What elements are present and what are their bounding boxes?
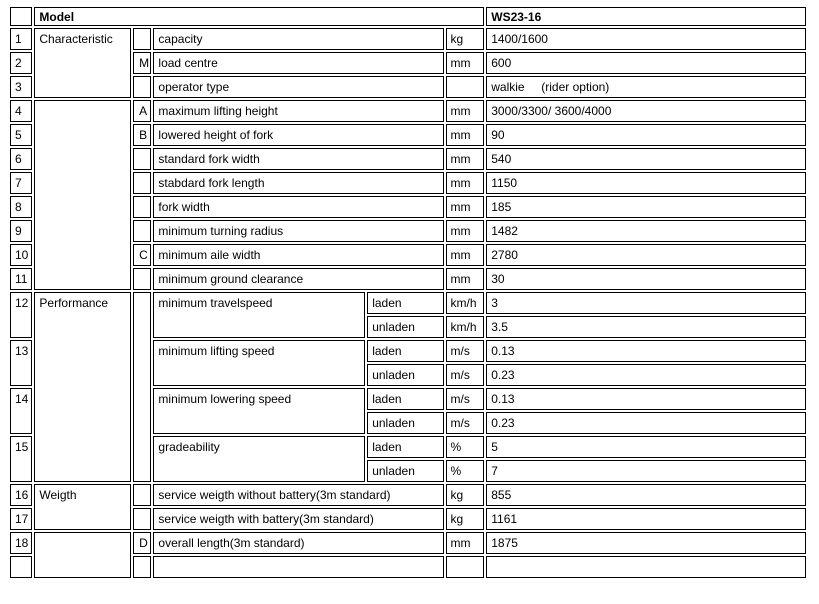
unit: m/s	[446, 412, 485, 434]
unit: kg	[446, 28, 485, 50]
parameter-name: fork width	[153, 196, 443, 218]
row-number: 1	[10, 28, 32, 50]
value: 30	[486, 268, 806, 290]
group-weight: Weigth	[34, 484, 131, 530]
unit: kg	[446, 508, 485, 530]
parameter-name: maximum lifting height	[153, 100, 443, 122]
table-row	[10, 292, 806, 314]
value: 7	[486, 460, 806, 482]
value	[486, 556, 806, 578]
dimension-mark	[133, 76, 151, 98]
unit	[446, 76, 485, 98]
value: 1400/1600	[486, 28, 806, 50]
header-row	[10, 7, 806, 26]
unit: mm	[446, 532, 485, 554]
table-row	[10, 100, 806, 122]
unit: mm	[446, 244, 485, 266]
row-number: 9	[10, 220, 32, 242]
unit: mm	[446, 148, 485, 170]
row-number: 2	[10, 52, 32, 74]
unit: km/h	[446, 316, 485, 338]
row-number: 12	[10, 292, 32, 338]
dimension-mark: D	[133, 532, 151, 554]
parameter-name: standard fork width	[153, 148, 443, 170]
row-number: 17	[10, 508, 32, 530]
unit: mm	[446, 52, 485, 74]
parameter-name: load centre	[153, 52, 443, 74]
parameter-name: capacity	[153, 28, 443, 50]
parameter-name: operator type	[153, 76, 443, 98]
parameter-name: minimum ground clearance	[153, 268, 443, 290]
model-value: WS23-16	[486, 7, 806, 26]
dimension-mark	[133, 484, 151, 506]
row-number: 13	[10, 340, 32, 386]
dimension-mark	[133, 220, 151, 242]
dimension-mark	[133, 268, 151, 290]
parameter-name: minimum turning radius	[153, 220, 443, 242]
value: 600	[486, 52, 806, 74]
value: 5	[486, 436, 806, 458]
value: 0.13	[486, 340, 806, 362]
parameter-name: overall length(3m standard)	[153, 532, 443, 554]
dimension-mark	[133, 28, 151, 50]
parameter-name: service weigth with battery(3m standard)	[153, 508, 443, 530]
dimension-mark	[133, 292, 151, 482]
value: 90	[486, 124, 806, 146]
dimension-mark	[133, 172, 151, 194]
parameter-name: minimum travelspeed	[153, 292, 365, 338]
value: 1482	[486, 220, 806, 242]
model-label: Model	[34, 7, 484, 26]
row-number: 7	[10, 172, 32, 194]
parameter-name: minimum lifting speed	[153, 340, 365, 386]
row-number: 4	[10, 100, 32, 122]
load-condition: unladen	[367, 316, 443, 338]
dimension-mark	[133, 148, 151, 170]
unit: m/s	[446, 388, 485, 410]
load-condition: laden	[367, 340, 443, 362]
dimension-mark	[133, 508, 151, 530]
load-condition: laden	[367, 292, 443, 314]
value: 3	[486, 292, 806, 314]
row-number	[10, 556, 32, 578]
value: 1875	[486, 532, 806, 554]
parameter-name: minimum aile width	[153, 244, 443, 266]
unit: m/s	[446, 364, 485, 386]
row-number: 14	[10, 388, 32, 434]
value: 3.5	[486, 316, 806, 338]
value: 2780	[486, 244, 806, 266]
value: walkie (rider option)	[486, 76, 806, 98]
header-blank-cell	[10, 7, 32, 26]
value: 185	[486, 196, 806, 218]
load-condition: unladen	[367, 412, 443, 434]
group-dimensions-lower	[34, 532, 131, 578]
group-dimensions	[34, 100, 131, 290]
value: 0.23	[486, 364, 806, 386]
unit: mm	[446, 196, 485, 218]
value: 1161	[486, 508, 806, 530]
group-characteristic: Characteristic	[34, 28, 131, 98]
dimension-mark: A	[133, 100, 151, 122]
unit	[446, 556, 485, 578]
row-number: 3	[10, 76, 32, 98]
row-number: 11	[10, 268, 32, 290]
value: 540	[486, 148, 806, 170]
value: 3000/3300/ 3600/4000	[486, 100, 806, 122]
value: 1150	[486, 172, 806, 194]
unit: kg	[446, 484, 485, 506]
row-number: 8	[10, 196, 32, 218]
parameter-name: stabdard fork length	[153, 172, 443, 194]
dimension-mark: B	[133, 124, 151, 146]
load-condition: unladen	[367, 364, 443, 386]
table-row	[10, 532, 806, 554]
parameter-name: service weigth without battery(3m standard)	[153, 484, 443, 506]
parameter-name: lowered height of fork	[153, 124, 443, 146]
load-condition: unladen	[367, 460, 443, 482]
dimension-mark	[133, 556, 151, 578]
row-number: 6	[10, 148, 32, 170]
row-number: 18	[10, 532, 32, 554]
dimension-mark	[133, 196, 151, 218]
unit: mm	[446, 172, 485, 194]
row-number: 15	[10, 436, 32, 482]
parameter-name: gradeability	[153, 436, 365, 482]
unit: mm	[446, 268, 485, 290]
unit: %	[446, 436, 485, 458]
value: 0.13	[486, 388, 806, 410]
row-number: 16	[10, 484, 32, 506]
unit: m/s	[446, 340, 485, 362]
table-row	[10, 484, 806, 506]
dimension-mark: C	[133, 244, 151, 266]
unit: mm	[446, 220, 485, 242]
load-condition: laden	[367, 436, 443, 458]
table-row	[10, 28, 806, 50]
dimension-mark: M	[133, 52, 151, 74]
load-condition: laden	[367, 388, 443, 410]
row-number: 5	[10, 124, 32, 146]
group-performance: Performance	[34, 292, 131, 482]
spec-table	[8, 5, 808, 580]
unit: mm	[446, 124, 485, 146]
value: 0.23	[486, 412, 806, 434]
unit: %	[446, 460, 485, 482]
unit: mm	[446, 100, 485, 122]
parameter-name	[153, 556, 443, 578]
row-number: 10	[10, 244, 32, 266]
value: 855	[486, 484, 806, 506]
unit: km/h	[446, 292, 485, 314]
parameter-name: minimum lowering speed	[153, 388, 365, 434]
